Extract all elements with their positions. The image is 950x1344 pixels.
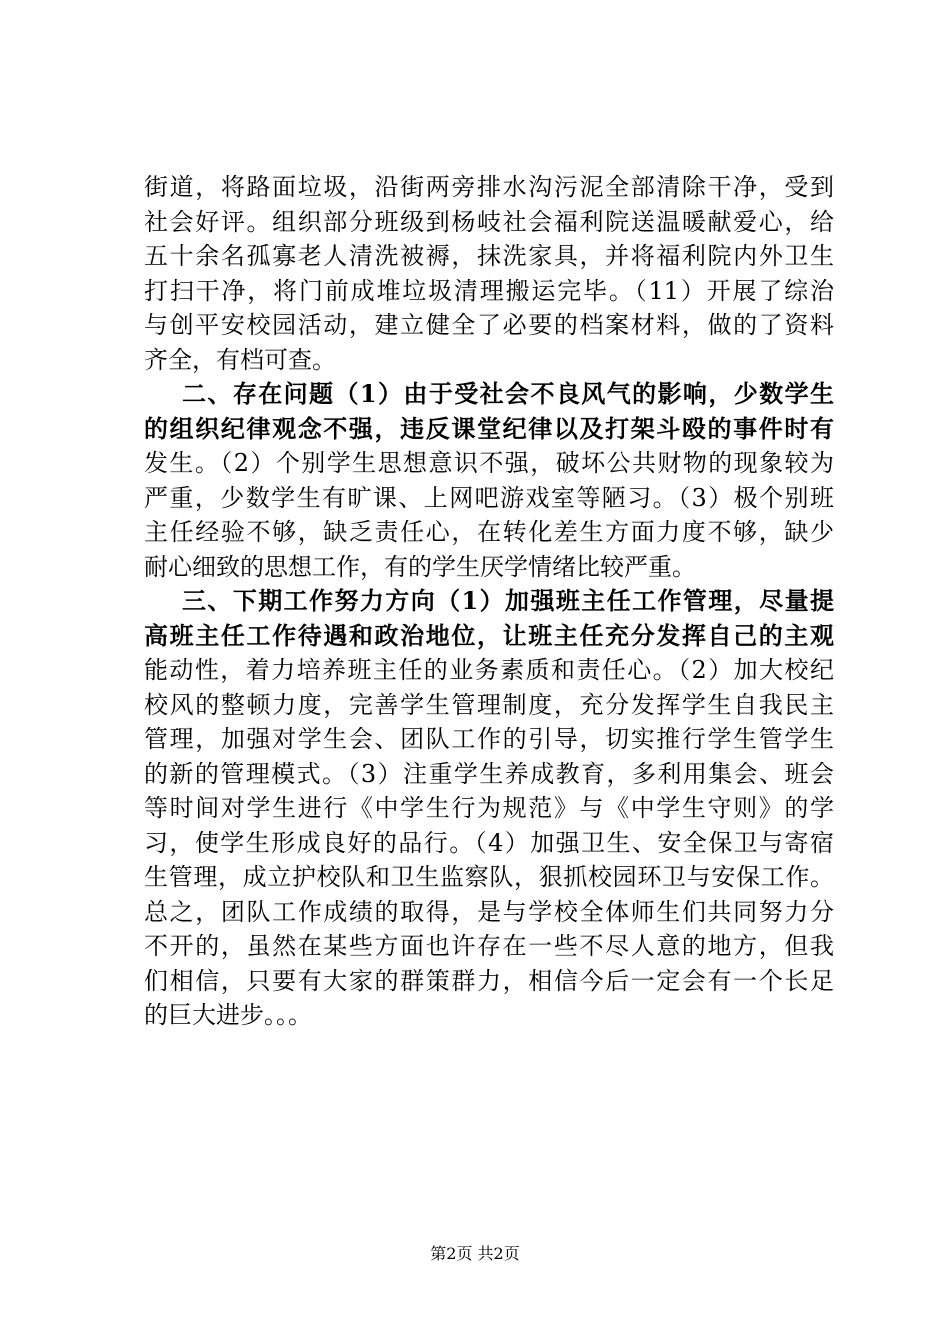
paragraph-3-line-6: 的新的管理模式。（3）注重学生养成教育，多利用集会、班会 [144, 759, 834, 788]
paragraph-1-line-6: 齐全，有档可查。 [144, 345, 336, 374]
paragraph-3-line-7: 等时间对学生进行《中学生行为规范》与《中学生守则》的学 [144, 794, 834, 822]
paragraph-1-line-2: 社会好评。组织部分班级到杨岐社会福利院送温暖献爱心，给 [144, 207, 834, 236]
paragraph-1-line-1: 街道，将路面垃圾，沿街两旁排水沟污泥全部清除干净，受到 [144, 173, 834, 201]
paragraph-3-line-11: 不开的，虽然在某些方面也许存在一些不尽人意的地方，但我 [144, 932, 834, 960]
paragraph-3-line-12: 们相信，只要有大家的群策群力，相信今后一定会有一个长足 [144, 966, 834, 995]
paragraph-2-line-3: 发生。（2）个别学生思想意识不强，破坏公共财物的现象较为 [144, 449, 834, 477]
paragraph-2-line-6: 耐心细致的思想工作，有的学生厌学情绪比较严重。 [144, 552, 696, 581]
paragraph-1-line-3: 五十余名孤寡老人清洗被褥，抹洗家具，并将福利院内外卫生 [144, 242, 834, 270]
paragraph-3-line-8: 习，使学生形成良好的品行。（4）加强卫生、安全保卫与寄宿 [144, 828, 834, 857]
paragraph-2-line-2: 的组织纪律观念不强，违反课堂纪律以及打架斗殴的事件时有 [144, 413, 834, 443]
paragraph-1-line-4: 打扫干净，将门前成堆垃圾清理搬运完毕。（11）开展了综治 [144, 276, 834, 305]
paragraph-3-line-4: 校风的整顿力度，完善学生管理制度，充分发挥学生自我民主 [144, 690, 834, 719]
paragraph-3-line-13: 的巨大进步。。。 [144, 1001, 312, 1029]
paragraph-2-line-1: 二、存在问题（1）由于受社会不良风气的影响，少数学生 [182, 379, 834, 408]
paragraph-3-line-3: 能动性，着力培养班主任的业务素质和责任心。（2）加大校纪 [144, 656, 834, 684]
page-number-footer: 第2页 共2页 [430, 1244, 520, 1263]
paragraph-3-line-2: 高班主任工作待遇和政治地位，让班主任充分发挥自己的主观 [144, 620, 834, 650]
paragraph-2-line-5: 主任经验不够，缺乏责任心，在转化差生方面力度不够，缺少 [144, 518, 834, 546]
paragraph-3-line-1: 三、下期工作努力方向（1）加强班主任工作管理，尽量提 [182, 586, 834, 615]
paragraph-3-line-9: 生管理，成立护校队和卫生监察队，狠抓校园环卫与安保工作。 [144, 863, 834, 891]
paragraph-3-line-10: 总之，团队工作成绩的取得，是与学校全体师生们共同努力分 [144, 897, 834, 926]
paragraph-1-line-5: 与创平安校园活动，建立健全了必要的档案材料，做的了资料 [144, 311, 834, 339]
paragraph-3-line-5: 管理，加强对学生会、团队工作的引导，切实推行学生管学生 [144, 725, 834, 753]
document-body [144, 170, 834, 1033]
paragraph-2-line-4: 严重，少数学生有旷课、上网吧游戏室等陋习。（3）极个别班 [144, 483, 834, 512]
